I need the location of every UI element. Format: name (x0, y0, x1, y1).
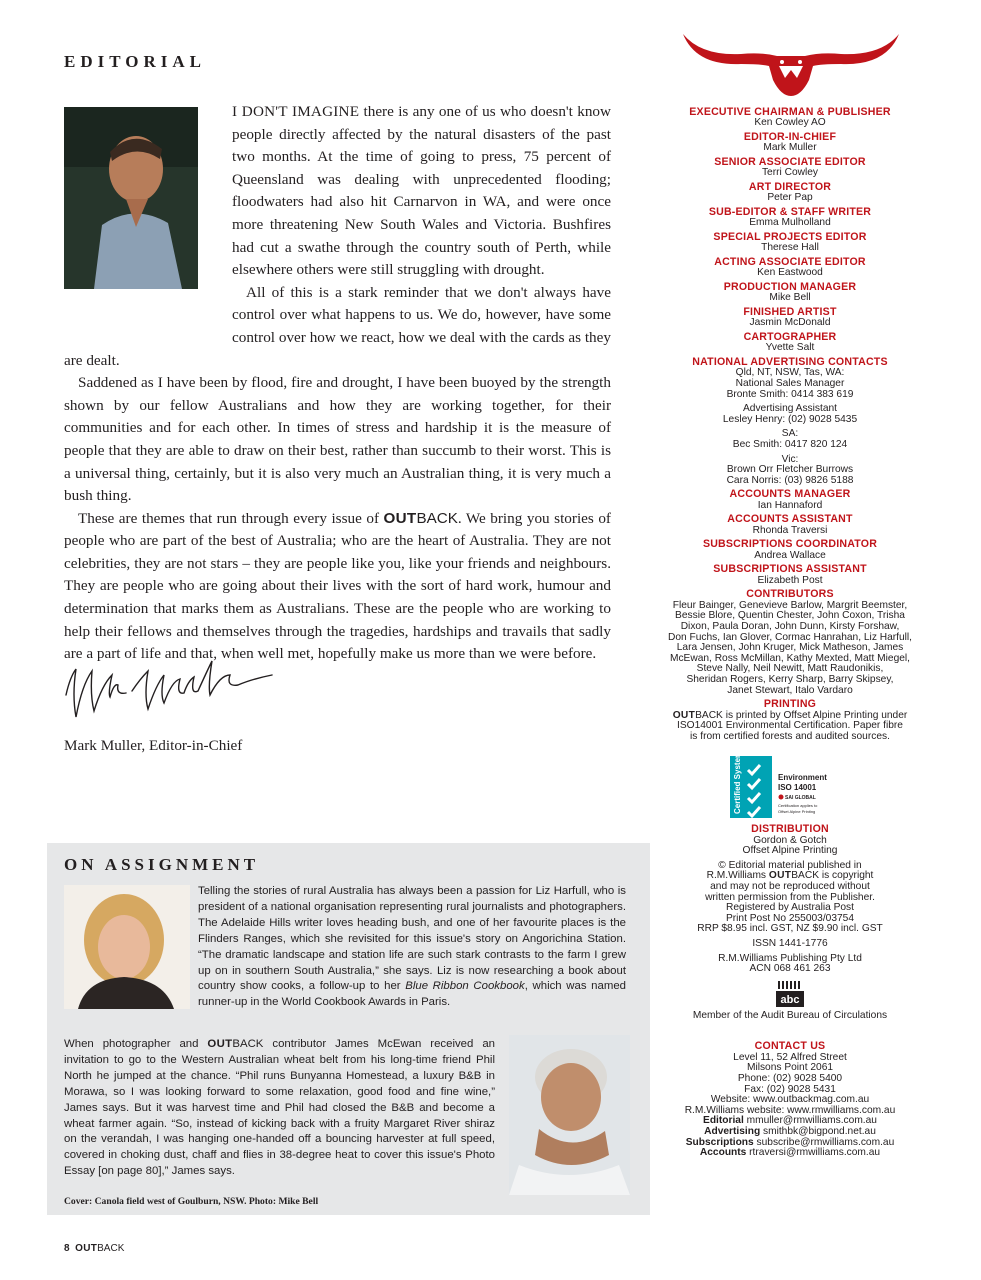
cover-credit: Cover: Canola field west of Goulburn, NSW. Photo: Mike Bell (64, 1196, 319, 1207)
printing-role: PRINTING (763, 698, 817, 711)
masthead-credits (665, 107, 915, 1159)
brand-back: BACK (416, 509, 458, 527)
masthead-role: PRODUCTION MANAGER (723, 281, 857, 293)
editor-portrait-photo (64, 107, 198, 289)
brand-out: OUT (207, 1038, 233, 1050)
editor-signature (62, 655, 277, 730)
signature-name: Mark Muller, Editor-in-Chief (64, 737, 243, 754)
masthead-role: ACTING ASSOCIATE EDITOR (714, 256, 866, 268)
liz-book-title: Blue Ribbon Cookbook (405, 980, 525, 993)
advertising-line: SA: (781, 428, 799, 440)
masthead-role: ART DIRECTOR (748, 181, 832, 193)
editorial-lead-caps: I DON'T IMAGINE (232, 103, 360, 120)
brand-out: OUT (672, 709, 696, 721)
masthead-name: Mark Muller (763, 142, 817, 154)
cert-sai-label: SAI GLOBAL (785, 795, 816, 802)
masthead-role: FINISHED ARTIST (743, 306, 837, 318)
editorial-p4-post: . We bring you stories of people who are part of the best of Australia; who are the heart of Australia. They are not celebrities, they are not stars – they are people like you, like your friends and neighbours. They are people who are going about their lives with the sort of hard work, humour and determination that marks them as Australians. These are the people who are working to help their fellows and themselves through the tragedies, hardships and travails that sadly are a part of life and that, when well met, hopefully make us more than we were before. (64, 509, 611, 663)
advertising-line: Bronte Smith: 0414 383 619 (726, 388, 854, 400)
contact-role: CONTACT US (754, 1040, 826, 1053)
masthead-role: SUBSCRIPTIONS COORDINATOR (702, 538, 878, 551)
contributors-line: Janet Stewart, Italo Vardaro (727, 684, 853, 696)
advertising-line: Brown Orr Fletcher Burrows (726, 464, 854, 476)
editorial-paragraph-2: All of this is a stark reminder that we don't always have control over what happens to us. We do, however, have some control over how we react, how we deal with the cards as they are dealt. (64, 283, 611, 369)
advertising-role: NATIONAL ADVERTISING CONTACTS (692, 356, 888, 368)
masthead-name: Mike Bell (769, 292, 811, 304)
contributors-role: CONTRIBUTORS (746, 588, 834, 601)
masthead-role: CARTOGRAPHER (743, 331, 837, 343)
masthead-name: Emma Mulholland (749, 217, 831, 229)
liz-text-main: Telling the stories of rural Australia has always been a passion for Liz Harfull, who is president of a national organisation representing rural journalists and photographers. The Adelaide Hills writer loves heading bush, and one of her favourite places is the Flinders Ranges, which she revisited for this issue's story on Angorichina Station. “The dramatic landscape and station life are such stark contrasts to the farm I grew up on in southern South Australia,” she says. Liz is now researching a book about country show cooks, a follow-up to her (198, 885, 626, 993)
copyright-line-7: RRP $8.95 incl. GST, NZ $9.90 incl. GST (697, 923, 883, 935)
brand-back: BACK (232, 1038, 264, 1050)
james-text-pre: When photographer and (64, 1038, 208, 1050)
cert-env-label: Environment (778, 773, 827, 783)
issn: ISSN 1441-1776 (752, 938, 828, 950)
masthead-name: Jasmin McDonald (749, 317, 831, 329)
page-folio (64, 1243, 124, 1254)
contact-advertising-label: Advertising (704, 1125, 761, 1137)
advertising-line: Advertising Assistant (743, 403, 837, 415)
editorial-p1-text: there is any one of us who doesn't know people directly affected by the natural disasters of the past two months. At the time of going to press, 75 percent of Queensland was dealing with unprecedented flooding; floodwaters had also hit Carnarvon in WA, and were once more threatening New South Wales and Victoria. Bushfires had cut a swathe through the country south of Perth, while elsewhere others were still struggling with drought. (232, 103, 611, 279)
masthead-name: Therese Hall (761, 242, 819, 254)
brand-back: BACK (791, 870, 820, 882)
masthead-name: Peter Pap (767, 192, 813, 204)
contact-website: Website: www.outbackmag.com.au (710, 1094, 870, 1106)
brand-out: OUT (768, 870, 792, 882)
contact-advertising-email: smithbk@bigpond.net.au (760, 1125, 876, 1137)
advertising-line: Bec Smith: 0417 820 124 (732, 438, 848, 450)
on-assignment-heading: ON ASSIGNMENT (64, 855, 260, 874)
copyright-l2-pre: R.M.Williams (706, 870, 769, 882)
editorial-paragraph-3: Saddened as I have been by flood, fire and drought, I have been buoyed by the strength shown by our fellow Australians and how they are working together, for their communities and for each other. In times of stress and hardship it is the measure of people that they are able to draw on their best, rather than succumb to their worst. This is a universal thing, certainly, but it is also very much an Australian thing, it is very much a bush thing. (64, 374, 611, 505)
copyright-l2-post: is copyright (819, 870, 874, 882)
contact-accounts-label: Accounts (699, 1147, 747, 1159)
copyright-line-3: and may not be reproduced without (710, 881, 870, 893)
iso-certification-badge (730, 756, 850, 818)
masthead-role: SENIOR ASSOCIATE EDITOR (714, 156, 866, 168)
contributors-line: Dixon, Paula Doran, John Dunn, Kirsty Forshaw, (680, 620, 900, 632)
masthead-name: Rhonda Traversi (752, 524, 828, 536)
contributors-line: Bessie Blore, Quentin Chester, John Coxon, Trisha (675, 610, 905, 622)
masthead-name: Ken Cowley AO (754, 117, 826, 129)
distribution-name-2: Offset Alpine Printing (742, 845, 838, 857)
liz-harfull-photo (64, 885, 190, 1009)
contact-subscriptions-label: Subscriptions (685, 1136, 754, 1148)
contributors-line: Fleur Bainger, Genevieve Barlow, Margrit Beemster, (672, 599, 908, 611)
advertising-line: Lesley Henry: (02) 9028 5435 (722, 413, 858, 425)
liz-harfull-text (198, 884, 626, 1011)
advertising-line: Cara Norris: (03) 9826 5188 (726, 474, 854, 486)
masthead-role: SUBSCRIPTIONS ASSISTANT (713, 563, 867, 576)
printing-line-3: is from certified forests and audited sources. (690, 730, 890, 742)
distribution-role: DISTRIBUTION (751, 823, 829, 836)
copyright-line-4: written permission from the Publisher. (705, 891, 875, 903)
contributors-line: Don Fuchs, Ian Glover, Cormac Hanrahan, Liz Harfull, (667, 631, 913, 643)
brand-out: OUT (383, 509, 417, 527)
masthead-name: Andrea Wallace (754, 549, 826, 561)
abc-audit-logo (776, 981, 804, 1007)
cert-system-label: Certified System (733, 756, 742, 815)
liz-text-end: , which was named runner-up in the World Cookbook Awards in Paris. (198, 980, 626, 1009)
copyright-line-6: Print Post No 255003/03754 (725, 912, 854, 924)
contact-editorial-email: mmuller@rmwilliams.com.au (743, 1115, 877, 1127)
copyright-line-1: © Editorial material published in (718, 859, 862, 871)
printing-line-2: ISO14001 Environmental Certification. Paper fibre (677, 720, 903, 732)
editorial-paragraph-4 (64, 508, 611, 666)
james-text-post: contributor James McEwan received an invitation to go to the Western Australian wheat belt from his long-time friend Phil North he jumped at the chance. “Phil runs Bunyanna Homestead, a luxury B&B in Morawa, so I was looking forward to some relaxation, good food and fine wine,” James says. But it was harvest time and Phil had closed the B&B and become a wheat farmer again. “So, instead of kicking back with a fruity Margaret River shiraz on the verandah, I was hanging one-handed off a bouncing harvester at full speed, covered in choking dust, chaff and flies in 38-degree heat to cover this issue's Photo Essay [on page 80],” James says. (64, 1038, 495, 1178)
contact-address-2: Milsons Point 2061 (746, 1062, 834, 1074)
contributors-line: McEwan, Ross McMillan, Kathy Mexted, Matt Miegel, (669, 652, 911, 664)
masthead-role: ACCOUNTS ASSISTANT (727, 513, 853, 526)
copyright-line-5: Registered by Australia Post (726, 902, 854, 914)
contributors-line: Steve Nally, Neil Newitt, Matt Raudonikis, (696, 663, 884, 675)
folio-brand-out: OUT (75, 1243, 98, 1254)
advertising-line: Qld, NT, NSW, Tas, WA: (735, 367, 845, 379)
folio-brand-back: BACK (97, 1243, 125, 1254)
contact-phone: Phone: (02) 9028 5400 (737, 1073, 843, 1084)
cert-iso-label: ISO 14001 (778, 783, 817, 793)
distribution-name-1: Gordon & Gotch (753, 834, 827, 846)
contact-address-1: Level 11, 52 Alfred Street (733, 1051, 847, 1063)
contact-subscriptions-email: subscribe@rmwilliams.com.au (753, 1136, 895, 1148)
publisher-name: R.M.Williams Publishing Pty Ltd (718, 952, 862, 964)
cert-note-2: Offset Alpine Printing (778, 809, 816, 815)
contributors-line: Lara Jensen, John Kruger, Mick Matheson, James (676, 642, 904, 654)
masthead-role: EXECUTIVE CHAIRMAN & PUBLISHER (689, 106, 891, 118)
publisher-acn: ACN 068 461 263 (749, 963, 831, 975)
masthead-name: Ken Eastwood (757, 267, 823, 279)
contact-editorial-label: Editorial (703, 1115, 744, 1127)
abc-logo-text: abc (780, 993, 800, 1006)
longhorn-bull-logo (681, 26, 901, 98)
contact-rmw-website: R.M.Williams website: www.rmwilliams.com.au (684, 1104, 896, 1116)
advertising-line: Vic: (781, 453, 799, 465)
contact-accounts-email: rtraversi@rmwilliams.com.au (746, 1147, 881, 1159)
advertising-line: National Sales Manager (735, 378, 845, 389)
cert-note-1: Certification applies to (778, 803, 818, 809)
masthead-name: Ian Hannaford (757, 499, 823, 511)
masthead-role: SUB-EDITOR & STAFF WRITER (708, 206, 872, 218)
printing-line-1-text: is printed by Offset Alpine Printing under (722, 709, 908, 721)
page-number: 8 (64, 1243, 70, 1254)
editorial-p4-pre: These are themes that run through every issue of (78, 509, 384, 527)
contact-accounts (665, 1148, 915, 1159)
james-mcewan-text (64, 1037, 495, 1180)
editorial-heading: EDITORIAL (64, 52, 206, 71)
masthead-role: EDITOR-IN-CHIEF (743, 131, 837, 143)
contributors-line: Sheridan Rogers, Kerry Sharp, Barry Skipsey, (686, 673, 894, 685)
audit-text: Member of the Audit Bureau of Circulations (692, 1009, 888, 1021)
contact-fax: Fax: (02) 9028 5431 (744, 1083, 836, 1095)
masthead-name: Yvette Salt (765, 342, 815, 354)
masthead-role: ACCOUNTS MANAGER (729, 488, 851, 501)
james-mcewan-photo (509, 1035, 630, 1195)
masthead-name: Elizabeth Post (757, 574, 823, 586)
brand-back: BACK (695, 709, 723, 721)
masthead-name: Terri Cowley (761, 167, 819, 179)
masthead-role: SPECIAL PROJECTS EDITOR (713, 231, 867, 243)
